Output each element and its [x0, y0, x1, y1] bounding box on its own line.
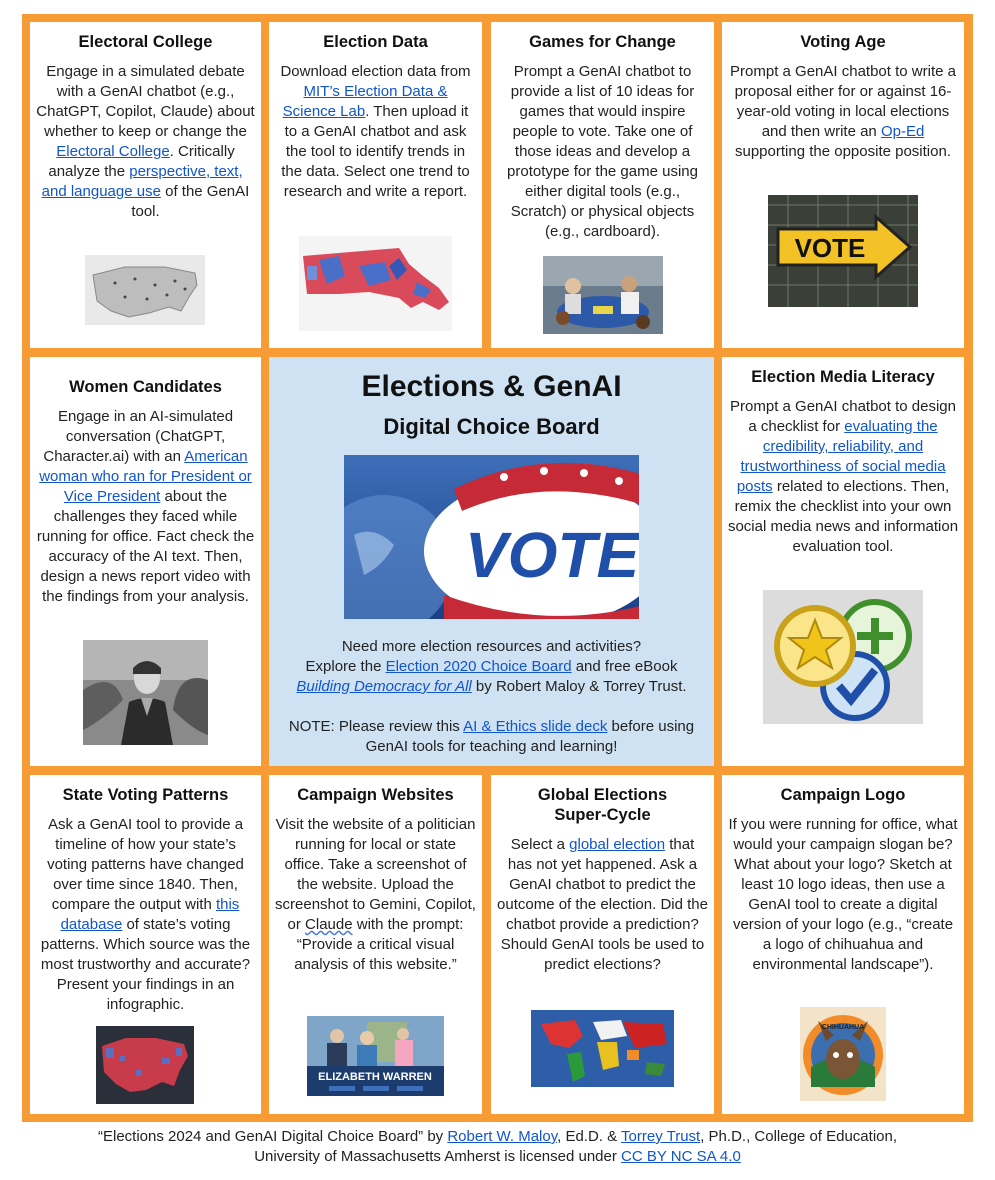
- op-ed-link[interactable]: Op-Ed: [880, 123, 925, 140]
- global-election-link[interactable]: global election: [569, 836, 666, 853]
- vote-sign-image: [768, 195, 918, 307]
- card-global-elections: [491, 775, 714, 1114]
- american-woman-link[interactable]: American woman who ran for President or Vice President: [39, 448, 252, 505]
- county-map-image: [96, 1026, 194, 1104]
- card-text: Engage in an AI-simulated conversation (ChatGPT, Character.ai) with an American woman who ran for President or Vice President about the challenges they faced while running for office. Fact check the accuracy of the AI text. Then, design a news report video with the findings from your analysis.: [36, 408, 255, 605]
- license-footer: “Elections 2024 and GenAI Digital Choice Board” by Robert W. Maloy, Ed.D. & Torrey Trust, Ph.D., College of Education, University of Massachusetts Amherst is licensed under CC BY NC SA 4.0: [97, 1128, 897, 1165]
- vote-sign-text: VOTE: [794, 233, 866, 263]
- mit-election-lab-link[interactable]: MIT’s Election Data & Science Lab: [282, 83, 448, 120]
- card-media-literacy: [722, 357, 964, 766]
- website-banner-text: ELIZABETH WARREN: [318, 1071, 432, 1083]
- card-title: Global Elections Super-Cycle: [537, 786, 668, 824]
- card-voting-age: [722, 22, 964, 348]
- card-games-for-change: [491, 22, 714, 348]
- perspective-link[interactable]: perspective, text, and language use: [41, 163, 243, 200]
- center-panel: [269, 357, 714, 766]
- card-text: Download election data from MIT’s Election Data & Science Lab. Then upload it to a GenAI chatbot and ask the tool to identify trends in the data. Select one trend to research and write a report.: [280, 63, 471, 200]
- card-title: Campaign Websites: [297, 786, 454, 804]
- card-electoral-college: [30, 22, 261, 348]
- card-title: Electoral College: [78, 33, 213, 51]
- campaign-website-screenshot: [307, 1008, 444, 1096]
- us-map-image: [85, 255, 205, 325]
- card-election-data: [269, 22, 482, 348]
- page-title: Elections & GenAI: [361, 370, 622, 403]
- resources-text: Need more election resources and activities? Explore the Election 2020 Choice Board and free eBook Building Democracy for All by Robert Maloy & Torrey Trust.: [296, 638, 687, 695]
- note-text: NOTE: Please review this AI & Ethics slide deck before using GenAI tools for teaching and learning!: [288, 718, 695, 755]
- card-title: Election Media Literacy: [751, 368, 935, 386]
- card-text: Prompt a GenAI chatbot to write a proposal either for or against 16-year-old voting in local elections and then write an Op-Ed supporting the opposite position.: [730, 63, 956, 160]
- logo-badge-text: CHIHUAHUA: [821, 1024, 865, 1031]
- license-link[interactable]: CC BY NC SA 4.0: [621, 1148, 741, 1165]
- card-campaign-websites: [269, 775, 482, 1114]
- electoral-college-link[interactable]: Electoral College: [56, 143, 170, 160]
- card-text: Ask a GenAI tool to provide a timeline of how your state’s voting patterns have changed over time since 1840. Then, compare the output with this database of state’s voting patterns. Which source was the most trustworthy and accurate? Present your findings in an infographic.: [40, 816, 251, 1013]
- vote-button-image: [344, 455, 639, 619]
- card-title: Voting Age: [800, 33, 886, 51]
- chihuahua-logo-image: [800, 1007, 886, 1101]
- card-women-candidates: [30, 357, 261, 766]
- building-democracy-link[interactable]: Building Democracy for All: [296, 678, 472, 695]
- card-text: Visit the website of a politician running for local or state office. Take a screenshot of the website. Upload the screenshot to Gemini, Copilot, or Claude with the prompt: “Provide a critical visual analysis of this website.”: [275, 816, 476, 973]
- historic-woman-photo: [83, 640, 208, 745]
- card-campaign-logo: [722, 775, 964, 1114]
- students-game-image: [543, 256, 663, 334]
- database-link[interactable]: this database: [60, 896, 240, 933]
- card-text: If you were running for office, what would your campaign slogan be? What about your logo? Sketch at least 10 logo ideas, then use a GenAI tool to create a digital version of your logo (e.g., “create a logo of chihuahua and environmental landscape”).: [728, 816, 958, 973]
- ai-ethics-link[interactable]: AI & Ethics slide deck: [463, 718, 608, 735]
- trust-link[interactable]: Torrey Trust: [621, 1128, 701, 1145]
- card-title: State Voting Patterns: [62, 786, 229, 804]
- card-text: Prompt a GenAI chatbot to design a checklist for evaluating the credibility, reliability, and trustworthiness of social media posts related to elections. Then, remix the checklist into your own social media news and information evaluation tool.: [727, 398, 959, 555]
- credibility-link[interactable]: evaluating the credibility, reliability, and trustworthiness of social media posts: [736, 418, 946, 495]
- card-title: Women Candidates: [69, 378, 222, 396]
- card-title: Campaign Logo: [780, 786, 906, 804]
- card-text: Engage in a simulated debate with a GenAI chatbot (e.g., ChatGPT, Copilot, Claude) about whether to keep or change the Electoral College. Critically analyze the perspective, text, and language use of the GenAI tool.: [36, 63, 255, 220]
- world-flags-map-image: [531, 1010, 674, 1087]
- maloy-link[interactable]: Robert W. Maloy: [447, 1128, 558, 1145]
- card-title: Election Data: [323, 33, 428, 51]
- card-title: Games for Change: [529, 33, 676, 51]
- massachusetts-map-image: [299, 236, 452, 331]
- card-state-voting-patterns: [30, 775, 261, 1114]
- vote-button-text: VOTE: [464, 519, 639, 591]
- star-plus-check-icon: [763, 590, 923, 724]
- page-subtitle: Digital Choice Board: [383, 414, 600, 439]
- election-2020-link[interactable]: Election 2020 Choice Board: [385, 658, 572, 675]
- card-text: Select a global election that has not yet happened. Ask a GenAI chatbot to predict the outcome of the election. Did the chatbot provide a prediction? Should GenAI tools be used to predict elections?: [497, 836, 708, 973]
- card-text: Prompt a GenAI chatbot to provide a list of 10 ideas for games that would inspire people to vote. Take one of those ideas and develop a prototype for the game using either digital tools (e.g., Scratch) or physical objects (e.g., cardboard).: [507, 63, 698, 240]
